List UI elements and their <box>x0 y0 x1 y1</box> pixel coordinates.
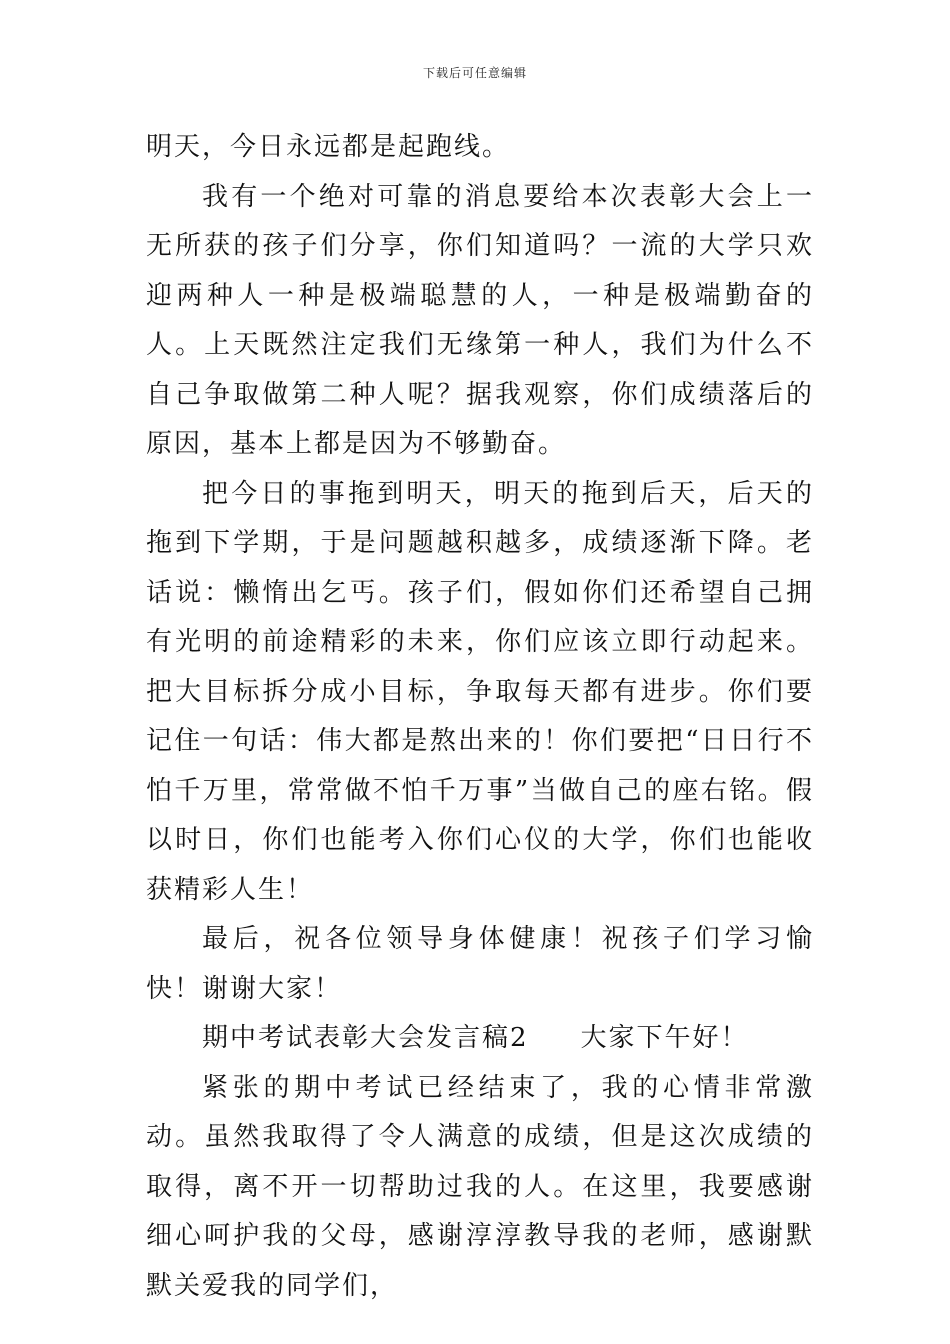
page-header-caption: 下载后可任意编辑 <box>422 66 527 80</box>
speech-greeting: 大家下午好！ <box>580 1023 749 1053</box>
paragraph-closing-wishes: 最后，祝各位领导身体健康！祝孩子们学习愉快！谢谢大家！ <box>146 924 814 1004</box>
speech-title-line <box>146 1014 814 1064</box>
document-body <box>146 123 814 1311</box>
speech-title: 期中考试表彰大会发言稿2 <box>202 1023 529 1053</box>
paragraph-procrastination: 把今日的事拖到明天，明天的拖到后天，后天的拖到下学期，于是问题越积越多，成绩逐渐下降。老话说：懒惰出乞丐。孩子们，假如你们还希望自己拥有光明的前途精彩的未来，你们应该立即行动起来。把大目标拆分成小目标，争取每天都有进步。你们要记住一句话：伟大都是熬出来的！你们要把“日日行不怕千万里，常常做不怕千万事”当做自己的座右铭。假以时日，你们也能考入你们心仪的大学，你们也能收获精彩人生！ <box>146 478 814 905</box>
paragraph-continuation: 明天，今日永远都是起跑线。 <box>146 132 511 162</box>
paragraph-reliable-news: 我有一个绝对可靠的消息要给本次表彰大会上一无所获的孩子们分享，你们知道吗？一流的大学只欢迎两种人一种是极端聪慧的人，一种是极端勤奋的人。上天既然注定我们无缘第一种人，我们为什么不自己争取做第二种人呢？据我观察，你们成绩落后的原因，基本上都是因为不够勤奋。 <box>146 181 814 459</box>
paragraph-gratitude: 紧张的期中考试已经结束了，我的心情非常激动。虽然我取得了令人满意的成绩，但是这次成绩的取得，离不开一切帮助过我的人。在这里，我要感谢细心呵护我的父母，感谢淳淳教导我的老师，感谢默默关爱我的同学们， <box>146 1072 814 1301</box>
